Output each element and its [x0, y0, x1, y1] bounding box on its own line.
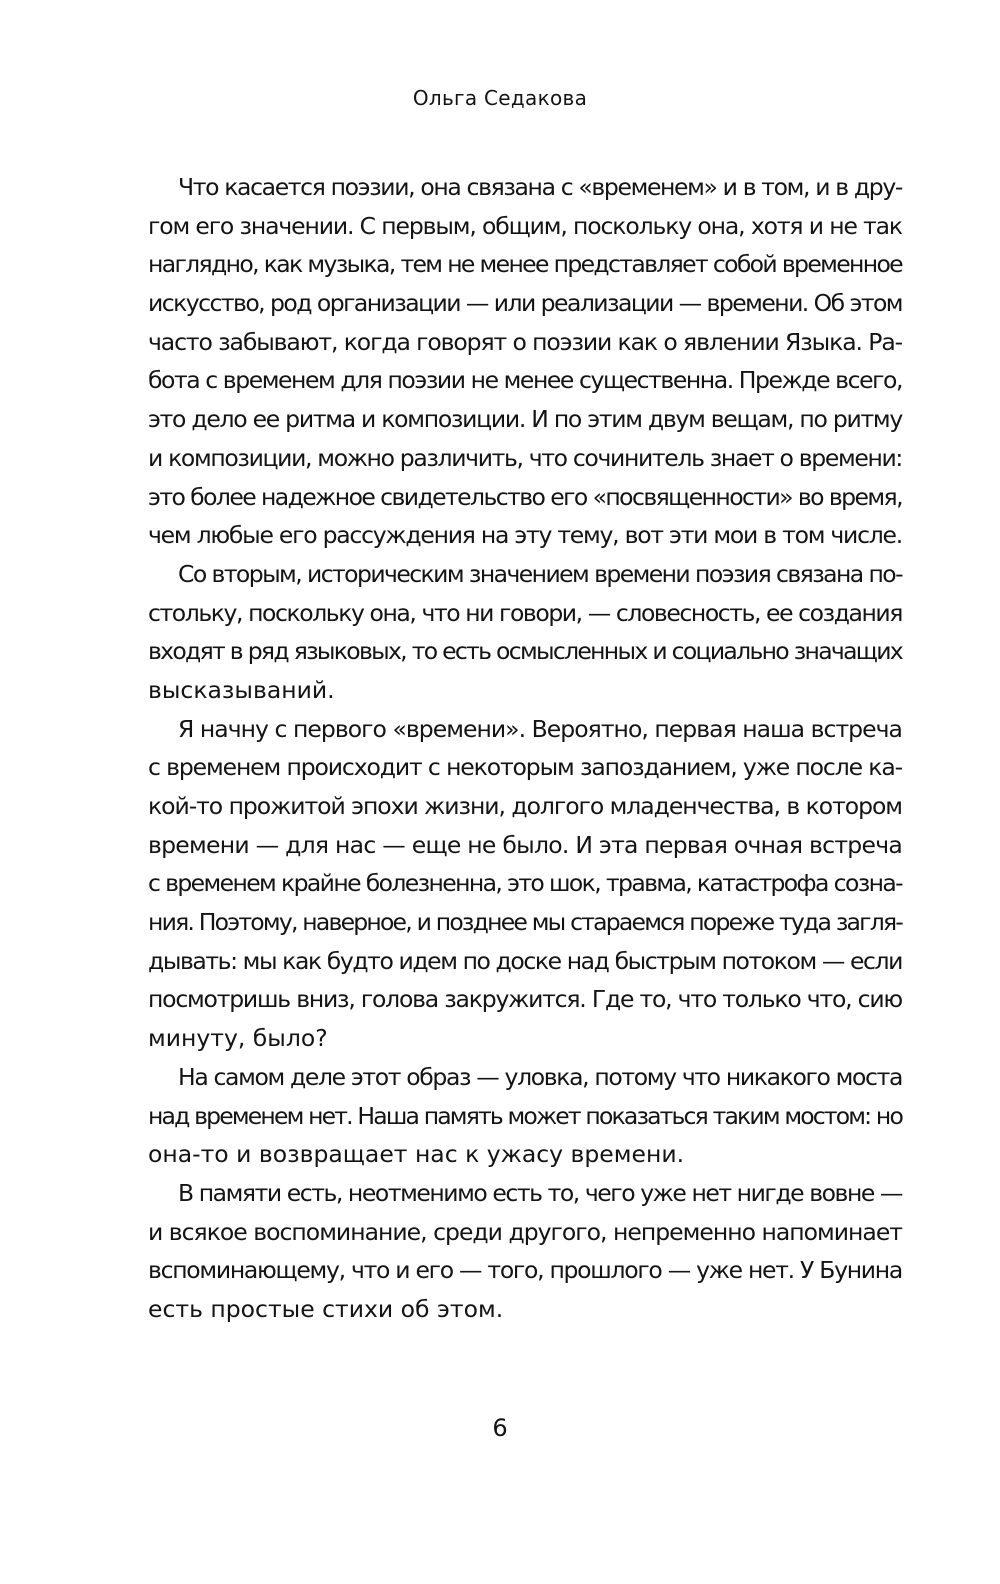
text-line: над временем нет. Наша память может показаться таким мостом: но: [148, 1101, 902, 1130]
text-line: минуту, было?: [148, 1024, 328, 1053]
text-line: Что касается поэзии, она связана с «временем» и в том, и в дру-: [178, 173, 902, 201]
text-line: На самом деле этот образ — уловка, потому что никакого моста: [178, 1062, 902, 1091]
running-head: Ольга Седакова: [412, 86, 588, 110]
paragraph-4: [148, 1058, 902, 1174]
paragraph-1: [148, 168, 902, 555]
text-line: гом его значении. С первым, общим, поскольку она, хотя и не так: [148, 211, 902, 240]
text-line: и всякое воспоминание, среди другого, непременно напоминает: [148, 1217, 902, 1246]
text-line: бота с временем для поэзии не менее существенна. Прежде всего,: [148, 366, 902, 395]
text-line: времени — для нас — еще не было. И эта первая очная встреча: [148, 830, 902, 859]
text-line: кой-то прожитой эпохи жизни, долгого младенчества, в котором: [148, 792, 902, 820]
text-line: искусство, род организации — или реализации — времени. Об этом: [148, 289, 902, 318]
text-line: ния. Поэтому, наверное, и позднее мы стараемся пореже туда загля-: [148, 908, 902, 937]
paragraph-2: [148, 555, 902, 710]
text-line: посмотришь вниз, голова закружится. Где то, что только что, сию: [148, 985, 902, 1014]
text-line: Я начну с первого «времени». Вероятно, первая наша встреча: [178, 714, 902, 743]
paragraph-5: [148, 1174, 902, 1329]
text-line: есть простые стихи об этом.: [148, 1294, 504, 1323]
text-line: с временем происходит с некоторым запозданием, уже после ка-: [148, 753, 902, 782]
text-line: входят в ряд языковых, то есть осмысленных и социально значащих: [148, 637, 902, 666]
text-line: это более надежное свидетельство его «посвященности» во время,: [148, 482, 902, 511]
text-line: В памяти есть, неотменимо есть то, чего уже нет нигде вовне —: [178, 1178, 902, 1207]
text-line: и композиции, можно различить, что сочинитель знает о времени:: [148, 443, 902, 472]
paragraph-3: [148, 710, 902, 1058]
text-line: часто забывают, когда говорят о поэзии как о явлении Языка. Ра-: [148, 327, 902, 356]
text-line: вспоминающему, что и его — того, прошлого — уже нет. У Бунина: [148, 1256, 902, 1285]
text-line: дывать: мы как будто идем по доске над быстрым потоком — если: [148, 946, 902, 975]
text-line: наглядно, как музыка, тем не менее представляет собой временное: [148, 250, 902, 279]
text-line: чем любые его рассуждения на эту тему, вот эти мои в том числе.: [148, 521, 902, 550]
text-line: она-то и возвращает нас к ужасу времени.: [148, 1140, 685, 1169]
text-line: Со вторым, историческим значением времени поэзия связана по-: [178, 559, 902, 588]
text-line: стольку, поскольку она, что ни говори, — словесность, ее создания: [148, 598, 902, 627]
text-line: с временем крайне болезненна, это шок, травма, катастрофа созна-: [148, 869, 902, 898]
text-line: высказываний.: [148, 675, 335, 704]
body-text: [148, 168, 902, 1329]
page-number: 6: [492, 1414, 508, 1442]
text-line: это дело ее ритма и композиции. И по этим двум вещам, по ритму: [148, 405, 902, 434]
